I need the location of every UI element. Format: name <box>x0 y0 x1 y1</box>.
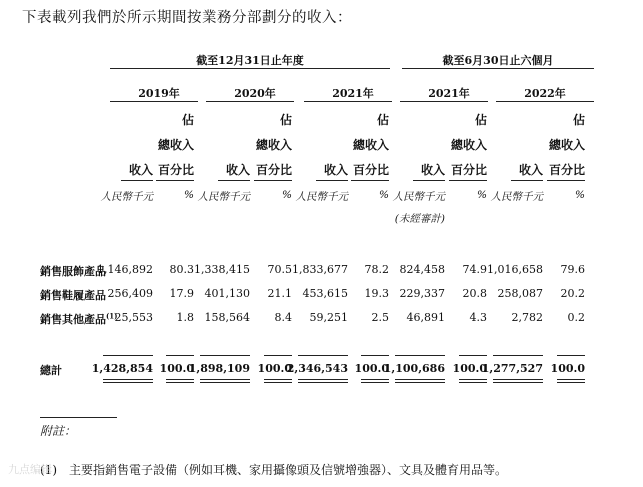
total-cell: 1,898,109 <box>188 362 250 375</box>
notes-rule <box>40 417 117 418</box>
table-cell: 17.9 <box>169 287 194 300</box>
revenue-header: 收入 <box>420 163 445 177</box>
group-rule-full-year <box>110 68 390 69</box>
table-cell: 453,615 <box>302 287 348 300</box>
pct-header-line1: 佔 <box>279 113 292 127</box>
total-rule-double <box>298 382 348 383</box>
unit-pct: % <box>282 189 292 201</box>
table-cell: 78.2 <box>364 263 389 276</box>
table-cell: 20.2 <box>560 287 585 300</box>
table-cell: 401,130 <box>204 287 250 300</box>
table-cell: 4.3 <box>469 311 487 324</box>
table-cell: 21.1 <box>267 287 292 300</box>
table-cell: 2,782 <box>511 311 543 324</box>
total-cell: 100.0 <box>452 362 487 375</box>
total-rule-double <box>459 382 487 383</box>
watermark: 九点编辑 <box>8 463 52 476</box>
total-rule-top <box>298 355 348 356</box>
pct-header-line1: 佔 <box>474 113 487 127</box>
total-cell: 100.0 <box>257 362 292 375</box>
total-cell: 100.0 <box>354 362 389 375</box>
total-cell: 100.0 <box>159 362 194 375</box>
intro-text: 下表載列我們於所示期間按業務分部劃分的收入： <box>22 10 352 26</box>
total-rule-top <box>166 355 194 356</box>
total-rule-double <box>395 382 445 383</box>
unit-pct: % <box>184 189 194 201</box>
row-label-text: 銷售鞋履產品 <box>40 289 106 302</box>
total-rule-top <box>395 355 445 356</box>
row-label-text: 銷售服飾產品 <box>40 265 106 278</box>
row-label <box>40 287 106 303</box>
row-label <box>40 311 118 327</box>
pct-header-line3: 百分比 <box>352 163 389 177</box>
table-cell: 20.8 <box>462 287 487 300</box>
table-cell: 2.5 <box>371 311 389 324</box>
pct-header-line2: 總收入 <box>255 138 292 152</box>
unit-rmb: 人民幣千元 <box>100 191 153 203</box>
unit-rmb: 人民幣千元 <box>295 191 348 203</box>
table-cell: 258,087 <box>497 287 543 300</box>
total-rule-double <box>103 382 153 383</box>
year-rule <box>496 101 594 102</box>
table-cell: 1,146,892 <box>97 263 153 276</box>
table-cell: 824,458 <box>399 263 445 276</box>
total-rule-double <box>493 382 543 383</box>
total-cell: 1,277,527 <box>481 362 543 375</box>
header-rule <box>156 180 194 181</box>
table-cell: 8.4 <box>274 311 292 324</box>
total-rule-top <box>459 355 487 356</box>
total-rule-double <box>166 382 194 383</box>
group-header-six-months: 截至6月30日止六個月 <box>442 54 554 67</box>
note-1: (1) 主要指銷售電子設備（例如耳機、家用攝像頭及信號增強器）、文具及體育用品等。 <box>40 463 508 477</box>
unit-pct: % <box>477 189 487 201</box>
total-cell: 1,100,686 <box>383 362 445 375</box>
unaudited-label: (未經審計) <box>394 213 445 225</box>
revenue-header: 收入 <box>128 163 153 177</box>
total-rule-top <box>264 355 292 356</box>
year-rule <box>400 101 488 102</box>
total-cell: 2,346,543 <box>286 362 348 375</box>
table-cell: 1.8 <box>176 311 194 324</box>
table-cell: 229,337 <box>399 287 445 300</box>
total-rule-double <box>557 382 585 383</box>
revenue-header: 收入 <box>225 163 250 177</box>
header-rule <box>413 180 445 181</box>
table-cell: 80.3 <box>169 263 194 276</box>
year-rule <box>304 101 392 102</box>
table-cell: 158,564 <box>204 311 250 324</box>
unit-pct: % <box>575 189 585 201</box>
header-rule <box>218 180 250 181</box>
total-rule-double <box>298 379 348 380</box>
total-rule-top <box>557 355 585 356</box>
pct-header-line1: 佔 <box>572 113 585 127</box>
total-rule-double <box>103 379 153 380</box>
total-rule-double <box>264 379 292 380</box>
total-rule-double <box>361 382 389 383</box>
year-header: 2021年 <box>428 87 470 100</box>
table-cell: 0.2 <box>567 311 585 324</box>
year-header: 2021年 <box>332 87 374 100</box>
pct-header-line2: 總收入 <box>157 138 194 152</box>
total-rule-double <box>395 379 445 380</box>
total-rule-top <box>200 355 250 356</box>
pct-header-line1: 佔 <box>181 113 194 127</box>
pct-header-line1: 佔 <box>376 113 389 127</box>
table-cell: 1,016,658 <box>487 263 543 276</box>
total-rule-double <box>493 379 543 380</box>
revenue-header: 收入 <box>518 163 543 177</box>
pct-header-line3: 百分比 <box>450 163 487 177</box>
pct-header-line2: 總收入 <box>450 138 487 152</box>
table-cell: 1,833,677 <box>292 263 348 276</box>
year-rule <box>110 101 198 102</box>
table-cell: 1,338,415 <box>194 263 250 276</box>
table-cell: 46,891 <box>406 311 445 324</box>
table-cell: 19.3 <box>364 287 389 300</box>
year-header: 2019年 <box>138 87 180 100</box>
total-rule-top <box>493 355 543 356</box>
total-rule-double <box>361 379 389 380</box>
footnote-marker: (1) <box>106 311 118 321</box>
total-rule-double <box>557 379 585 380</box>
header-rule <box>316 180 348 181</box>
total-rule-double <box>166 379 194 380</box>
table-cell: 79.6 <box>560 263 585 276</box>
total-rule-double <box>200 382 250 383</box>
table-cell: 70.5 <box>267 263 292 276</box>
unit-rmb: 人民幣千元 <box>392 191 445 203</box>
table-cell: 59,251 <box>309 311 348 324</box>
header-rule <box>121 180 153 181</box>
header-rule <box>254 180 292 181</box>
unit-rmb: 人民幣千元 <box>197 191 250 203</box>
unit-pct: % <box>379 189 389 201</box>
pct-header-line3: 百分比 <box>548 163 585 177</box>
total-label: 總計 <box>40 364 62 377</box>
table-cell: 256,409 <box>107 287 153 300</box>
year-header: 2020年 <box>234 87 276 100</box>
header-rule <box>547 180 585 181</box>
total-rule-double <box>200 379 250 380</box>
total-rule-double <box>264 382 292 383</box>
group-header-full-year: 截至12月31日止年度 <box>196 54 304 67</box>
group-rule-six-months <box>402 68 594 69</box>
pct-header-line2: 總收入 <box>548 138 585 152</box>
total-rule-double <box>459 379 487 380</box>
year-rule <box>206 101 294 102</box>
total-cell: 1,428,854 <box>91 362 153 375</box>
year-header: 2022年 <box>524 87 566 100</box>
total-rule-top <box>361 355 389 356</box>
pct-header-line2: 總收入 <box>352 138 389 152</box>
total-cell: 100.0 <box>550 362 585 375</box>
notes-heading: 附註： <box>40 424 77 438</box>
row-label-text: 銷售其他產品 <box>40 313 106 326</box>
pct-header-line3: 百分比 <box>255 163 292 177</box>
table-cell: 25,553 <box>114 311 153 324</box>
header-rule <box>351 180 389 181</box>
table-cell: 74.9 <box>462 263 487 276</box>
unit-rmb: 人民幣千元 <box>490 191 543 203</box>
pct-header-line3: 百分比 <box>157 163 194 177</box>
total-rule-top <box>103 355 153 356</box>
header-rule <box>449 180 487 181</box>
header-rule <box>511 180 543 181</box>
revenue-header: 收入 <box>323 163 348 177</box>
